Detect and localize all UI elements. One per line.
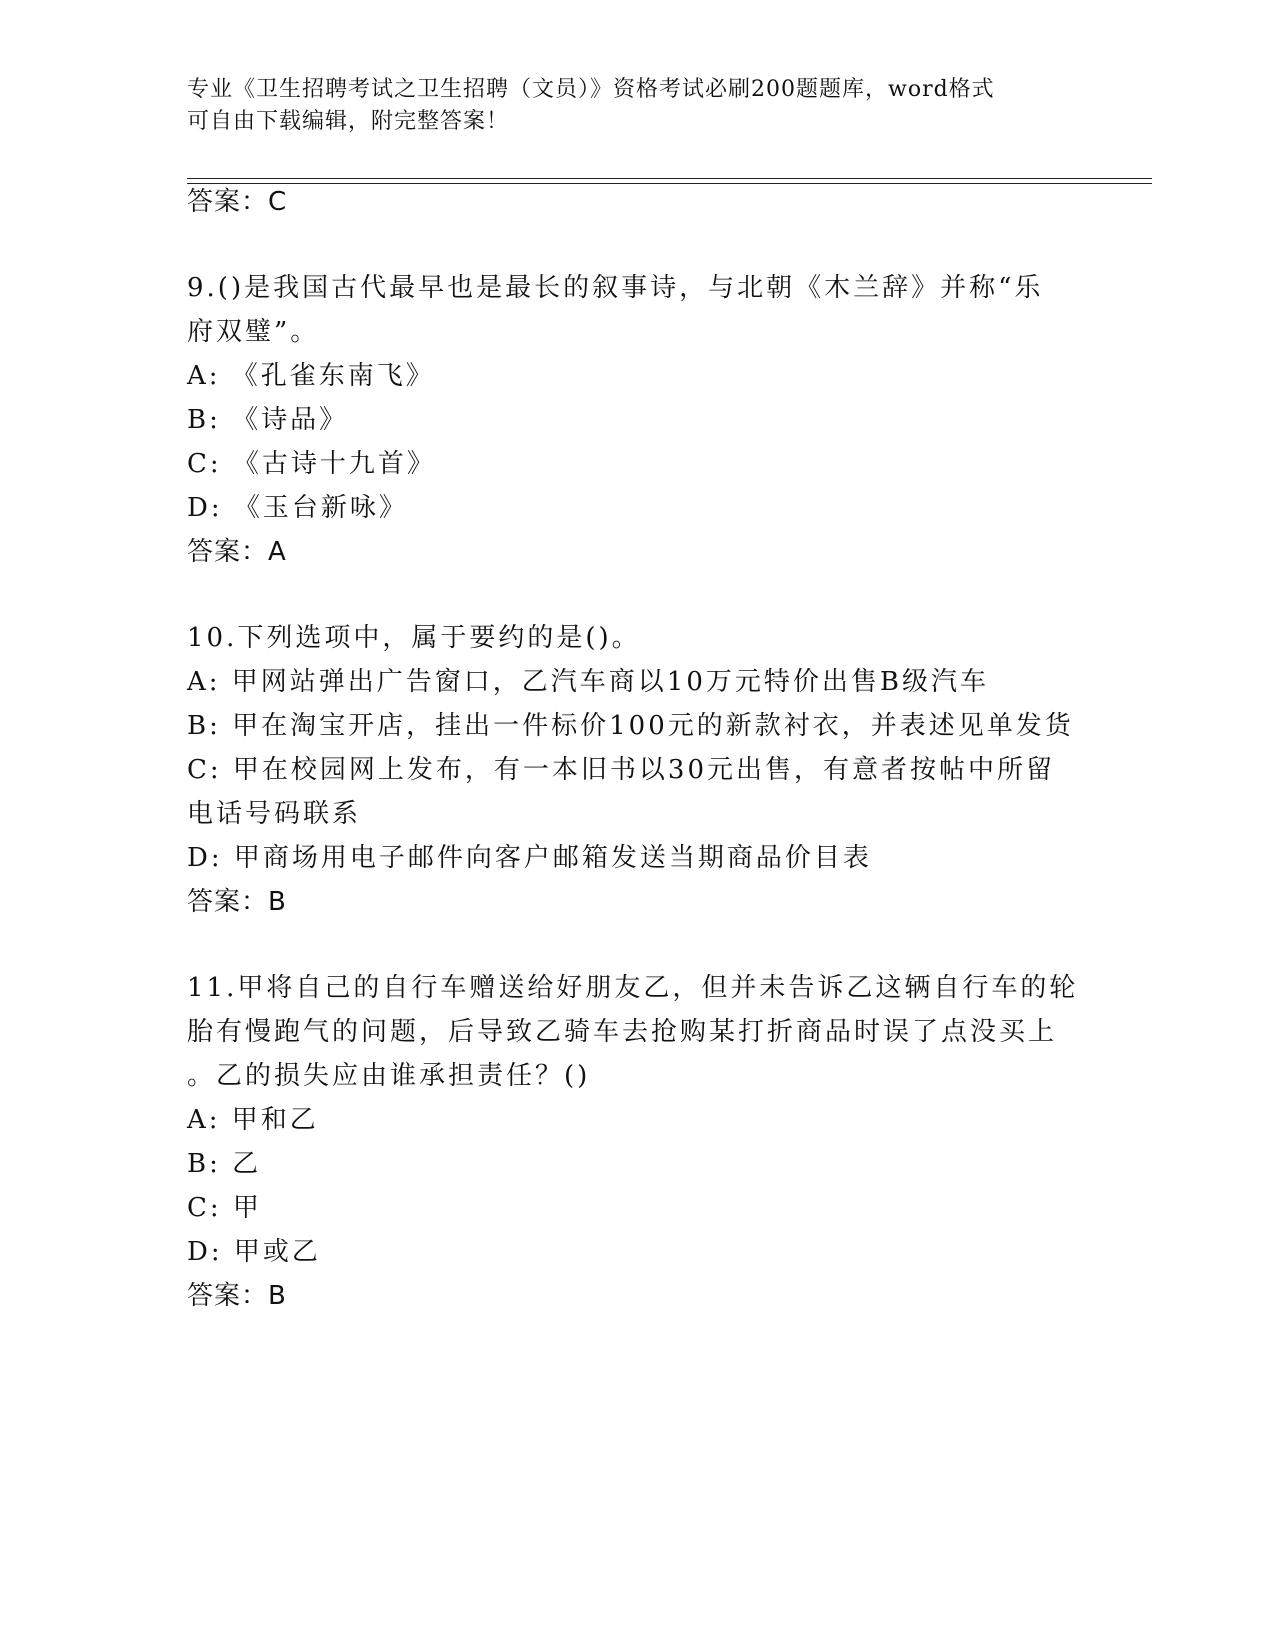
q11-answer: 答案：B — [187, 1281, 287, 1311]
q10-option-a: A: 甲网站弹出广告窗口，乙汽车商以10万元特价出售B级汽车 — [187, 667, 989, 697]
q11-option-b: B: 乙 — [187, 1149, 262, 1179]
q11-option-a: A: 甲和乙 — [187, 1105, 319, 1135]
q10-option-b: B: 甲在淘宝开店，挂出一件标价100元的新款衬衣，并表述见单发货 — [187, 711, 1074, 741]
q9-answer: 答案：A — [187, 537, 287, 567]
q9-stem-line-2: 府双璧”。 — [187, 317, 320, 347]
header-divider-top — [187, 178, 1152, 179]
q10-option-d: D: 甲商场用电子邮件向客户邮箱发送当期商品价目表 — [187, 843, 872, 873]
header-line-2: 可自由下载编辑，附完整答案！ — [187, 109, 510, 134]
q10-answer: 答案：B — [187, 887, 287, 917]
q9-option-b: B: 《诗品》 — [187, 405, 349, 435]
q11-option-c: C: 甲 — [187, 1193, 262, 1223]
document-header — [187, 74, 1067, 138]
answer-previous: 答案：C — [187, 187, 288, 217]
q11-stem-line-1: 11.甲将自己的自行车赠送给好朋友乙，但并未告诉乙这辆自行车的轮 — [187, 973, 1079, 1003]
q9-option-d: D: 《玉台新咏》 — [187, 493, 408, 523]
q9-option-c: C: 《古诗十九首》 — [187, 449, 436, 479]
header-divider-bottom — [187, 183, 1152, 184]
q11-option-d: D: 甲或乙 — [187, 1237, 321, 1267]
q11-stem-line-3: 。乙的损失应由谁承担责任？() — [187, 1061, 591, 1091]
q10-option-c-line-1: C: 甲在校园网上发布，有一本旧书以30元出售，有意者按帖中所留 — [187, 755, 1056, 785]
q10-option-c-line-2: 电话号码联系 — [187, 799, 362, 829]
q9-option-a: A: 《孔雀东南飞》 — [187, 361, 435, 391]
header-line-1: 专业《卫生招聘考试之卫生招聘（文员）》资格考试必刷200题题库，word格式 — [187, 77, 995, 102]
q10-stem: 10.下列选项中，属于要约的是()。 — [187, 623, 641, 653]
q11-stem-line-2: 胎有慢跑气的问题，后导致乙骑车去抢购某打折商品时误了点没买上 — [187, 1017, 1058, 1047]
q9-stem-line-1: 9.()是我国古代最早也是最长的叙事诗，与北朝《木兰辞》并称“乐 — [187, 273, 1044, 303]
